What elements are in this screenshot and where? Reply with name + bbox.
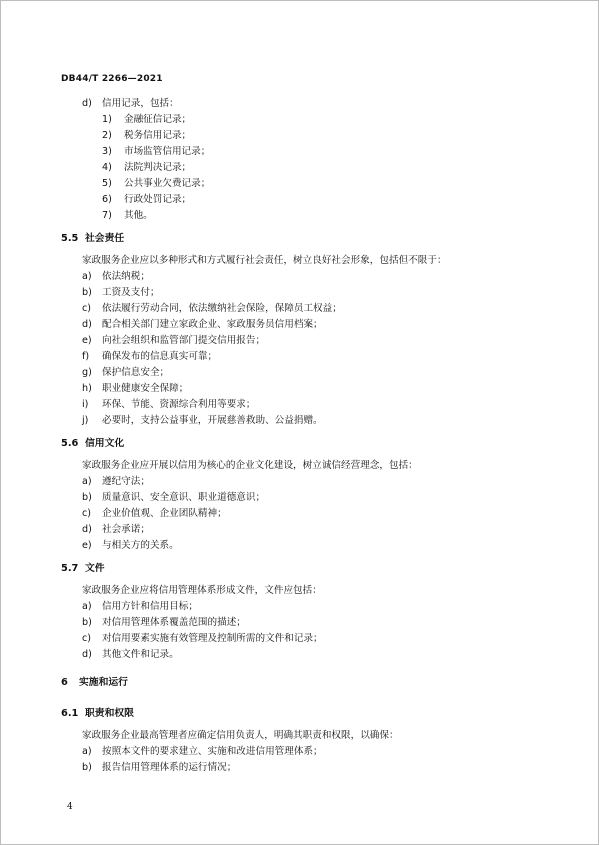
list-item-text: 企业价值观、企业团队精神； — [102, 508, 227, 519]
list-label: g) — [82, 367, 92, 378]
list-item-text: 向社会组织和监管部门提交信用报告； — [102, 335, 266, 346]
list-label: h) — [82, 383, 92, 394]
section-title: 职责和权限 — [85, 708, 134, 719]
list-label: b) — [82, 617, 92, 628]
sublist-label: 2) — [102, 130, 112, 141]
section-intro: 家政服务企业应将信用管理体系形成文件，文件应包括： — [82, 585, 322, 596]
section-intro: 家政服务企业应以多种形式和方式履行社会责任，树立良好社会形象，包括但不限于： — [82, 255, 447, 266]
section-number: 5.7 — [61, 563, 79, 574]
chapter-heading — [61, 677, 128, 689]
list-label: d) — [82, 524, 92, 535]
chapter-title: 实施和运行 — [79, 677, 128, 688]
list-item-text: 职业健康安全保障； — [102, 383, 189, 394]
list-label: a) — [82, 601, 92, 612]
sublist-item: 税务信用记录； — [124, 130, 192, 141]
section-heading — [61, 563, 105, 575]
chapter-number: 6 — [61, 677, 68, 688]
list-label: f) — [82, 351, 90, 362]
sublist-label: 5) — [102, 178, 112, 189]
list-item-text: 依法履行劳动合同，依法缴纳社会保险，保障员工权益； — [102, 303, 342, 314]
list-label: b) — [82, 492, 92, 503]
sublist-label: 1) — [102, 114, 112, 125]
list-label: e) — [82, 540, 92, 551]
list-item-text: 与相关方的关系。 — [102, 540, 179, 551]
list-label: c) — [82, 633, 92, 644]
sublist-item: 金融征信记录； — [124, 114, 192, 125]
sublist-label: 7) — [102, 210, 112, 221]
section-number: 5.6 — [61, 438, 79, 449]
list-item-text: 环保、节能、资源综合利用等要求； — [102, 399, 256, 410]
list-label: d) — [82, 98, 92, 109]
sublist-item: 行政处罚记录； — [124, 194, 192, 205]
list-label: e) — [82, 335, 92, 346]
list-item-text: 按照本文件的要求建立、实施和改进信用管理体系； — [102, 746, 323, 757]
list-label: j) — [82, 415, 89, 426]
sublist-label: 3) — [102, 146, 112, 157]
sublist-label: 4) — [102, 162, 112, 173]
section-intro: 家政服务企业最高管理者应确定信用负责人，明确其职责和权限，以确保： — [82, 730, 399, 741]
section-heading — [61, 708, 134, 720]
list-item-text: 确保发布的信息真实可靠； — [102, 351, 218, 362]
list-item-text: 质量意识、安全意识、职业道德意识； — [102, 492, 266, 503]
list-label: a) — [82, 746, 92, 757]
section-heading — [61, 233, 124, 245]
section-title: 文件 — [85, 563, 105, 574]
section-title: 信用文化 — [85, 438, 125, 449]
sublist-item: 市场监管信用记录； — [124, 146, 211, 157]
section-number: 5.5 — [61, 233, 79, 244]
list-item-text: 其他文件和记录。 — [102, 649, 179, 660]
section-number: 6.1 — [61, 708, 79, 719]
list-label: c) — [82, 508, 92, 519]
list-item-text: 信用方针和信用目标； — [102, 601, 198, 612]
document-code: DB44/T 2266—2021 — [61, 74, 163, 84]
list-item-text: 信用记录，包括： — [102, 98, 179, 109]
list-label: d) — [82, 649, 92, 660]
sublist-item: 法院判决记录； — [124, 162, 192, 173]
sublist-label: 6) — [102, 194, 112, 205]
list-label: i) — [82, 399, 89, 410]
page-number: 4 — [67, 802, 73, 812]
list-item-text: 报告信用管理体系的运行情况； — [102, 762, 237, 773]
list-item-text: 依法纳税； — [102, 271, 150, 282]
list-label: a) — [82, 476, 92, 487]
sublist-item: 公共事业欠费记录； — [124, 178, 211, 189]
list-label: d) — [82, 319, 92, 330]
list-item-text: 对信用管理体系覆盖范围的描述； — [102, 617, 246, 628]
list-item-text: 社会承诺； — [102, 524, 150, 535]
section-title: 社会责任 — [85, 233, 125, 244]
list-label: b) — [82, 287, 92, 298]
list-item-text: 必要时，支持公益事业，开展慈善救助、公益捐赠。 — [102, 415, 323, 426]
section-heading — [61, 438, 124, 450]
sublist-item: 其他。 — [124, 210, 153, 221]
list-item-text: 工资及支付； — [102, 287, 160, 298]
list-label: c) — [82, 303, 92, 314]
section-intro: 家政服务企业应开展以信用为核心的企业文化建设，树立诚信经营理念，包括： — [82, 460, 418, 471]
list-label: a) — [82, 271, 92, 282]
list-item-text: 配合相关部门建立家政企业、家政服务员信用档案； — [102, 319, 323, 330]
list-item-text: 保护信息安全； — [102, 367, 170, 378]
list-item-text: 遵纪守法； — [102, 476, 150, 487]
list-item-text: 对信用要素实施有效管理及控制所需的文件和记录； — [102, 633, 323, 644]
list-label: b) — [82, 762, 92, 773]
